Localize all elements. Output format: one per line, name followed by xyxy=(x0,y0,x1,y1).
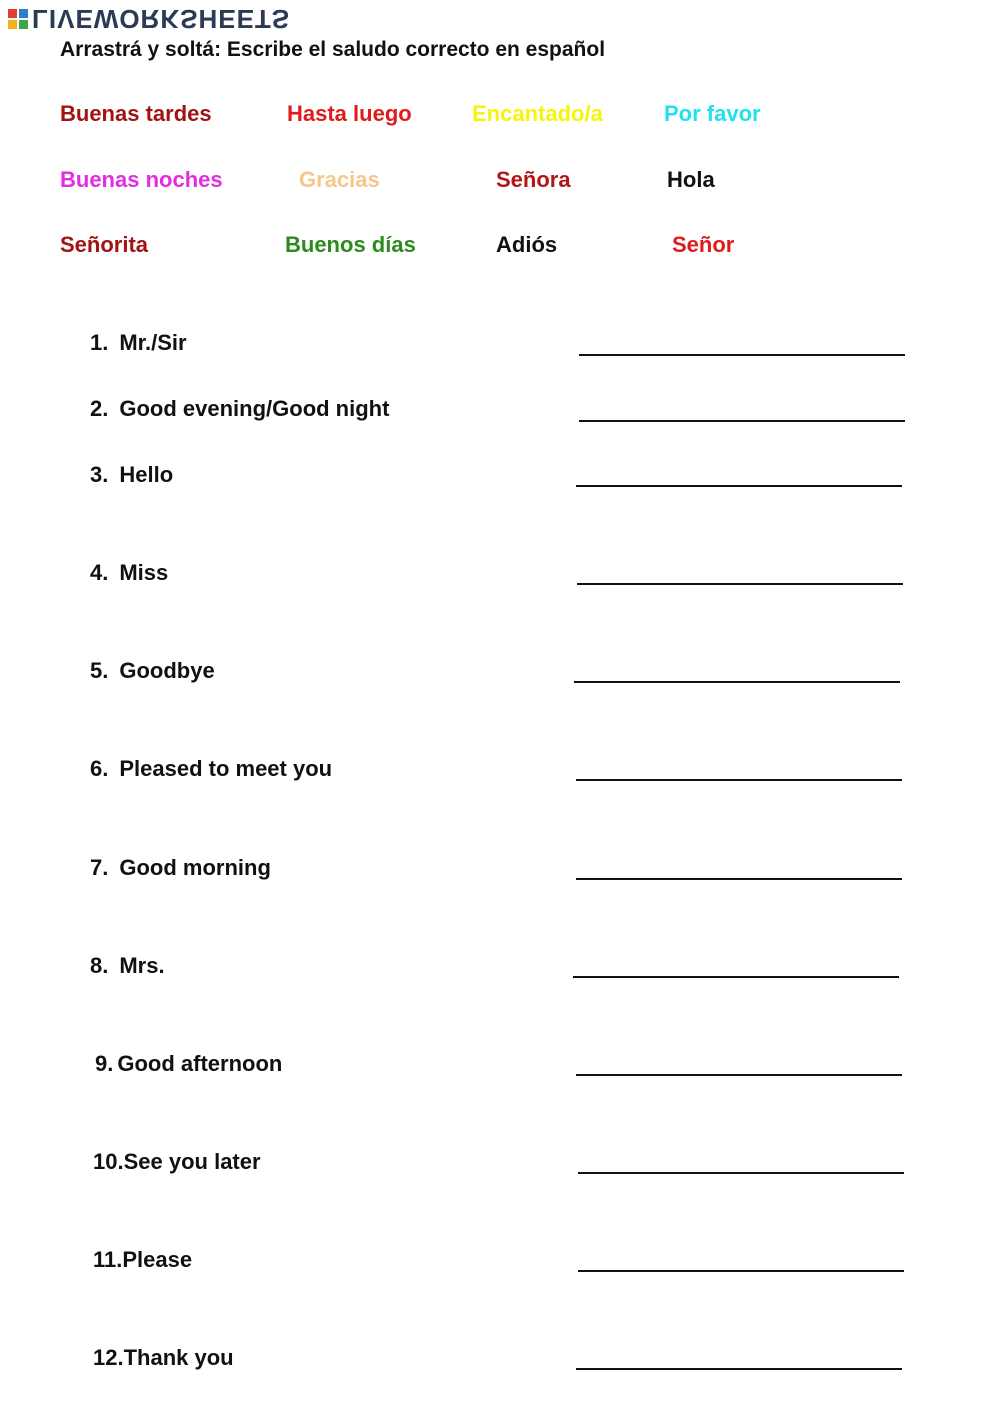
item-number: 9. xyxy=(95,1051,114,1076)
item-number: 8. xyxy=(90,953,109,978)
item-number: 11. xyxy=(93,1247,123,1272)
answer-blank[interactable] xyxy=(577,583,903,585)
exercise-item xyxy=(90,560,168,586)
item-number: 10. xyxy=(93,1149,124,1174)
item-prompt: Pleased to meet you xyxy=(119,756,333,781)
exercise-item xyxy=(90,658,215,684)
word-bank-item[interactable]: Señora xyxy=(496,167,571,192)
item-prompt: Good morning xyxy=(119,855,271,880)
exercise-item xyxy=(93,1247,192,1273)
item-number: 7. xyxy=(90,855,109,880)
instruction-heading: Arrastrá y soltá: Escribe el saludo correcto en español xyxy=(60,38,606,61)
exercise-item xyxy=(90,756,332,782)
answer-blank[interactable] xyxy=(576,779,902,781)
exercise-item xyxy=(90,953,165,979)
item-prompt: Please xyxy=(122,1247,193,1272)
answer-blank[interactable] xyxy=(574,681,900,683)
item-prompt: Mrs. xyxy=(119,953,165,978)
answer-blank[interactable] xyxy=(579,420,905,422)
logo-text: LIVEWORKSHEETS xyxy=(32,4,291,34)
exercise-item xyxy=(90,855,271,881)
answer-blank[interactable] xyxy=(579,354,905,356)
item-number: 6. xyxy=(90,756,109,781)
item-prompt: Mr./Sir xyxy=(119,330,187,355)
answer-blank[interactable] xyxy=(576,878,902,880)
liveworksheets-logo xyxy=(8,4,290,34)
answer-blank[interactable] xyxy=(578,1172,904,1174)
item-number: 3. xyxy=(90,462,109,487)
word-bank-item[interactable]: Hola xyxy=(667,167,715,192)
answer-blank[interactable] xyxy=(576,1074,902,1076)
item-prompt: Miss xyxy=(119,560,169,585)
word-bank-item[interactable]: Señor xyxy=(672,232,735,257)
exercise-item xyxy=(90,330,187,356)
item-number: 5. xyxy=(90,658,109,683)
exercise-item xyxy=(90,396,389,422)
word-bank-item[interactable]: Hasta luego xyxy=(287,101,412,126)
exercise-item xyxy=(93,1345,234,1371)
answer-blank[interactable] xyxy=(573,976,899,978)
exercise-item xyxy=(95,1051,282,1077)
item-number: 4. xyxy=(90,560,109,585)
logo-blocks-icon xyxy=(8,9,28,29)
answer-blank[interactable] xyxy=(578,1270,904,1272)
word-bank-item[interactable]: Señorita xyxy=(60,232,149,257)
item-prompt: Good afternoon xyxy=(117,1051,283,1076)
exercise-item xyxy=(93,1149,261,1175)
word-bank-item[interactable]: Gracias xyxy=(299,167,380,192)
answer-blank[interactable] xyxy=(576,1368,902,1370)
answer-blank[interactable] xyxy=(576,485,902,487)
item-number: 12. xyxy=(93,1345,124,1370)
word-bank-item[interactable]: Buenos días xyxy=(285,232,416,257)
item-prompt: Hello xyxy=(119,462,174,487)
exercise-item xyxy=(90,462,173,488)
item-number: 1. xyxy=(90,330,109,355)
item-prompt: See you later xyxy=(123,1149,261,1174)
item-prompt: Goodbye xyxy=(119,658,215,683)
item-prompt: Thank you xyxy=(123,1345,234,1370)
word-bank-item[interactable]: Adiós xyxy=(496,232,558,257)
word-bank-item[interactable]: Encantado/a xyxy=(472,101,603,126)
word-bank-item[interactable]: Buenas tardes xyxy=(60,101,212,126)
word-bank-item[interactable]: Por favor xyxy=(664,101,761,126)
word-bank-item[interactable]: Buenas noches xyxy=(60,167,223,192)
item-number: 2. xyxy=(90,396,109,421)
item-prompt: Good evening/Good night xyxy=(119,396,390,421)
